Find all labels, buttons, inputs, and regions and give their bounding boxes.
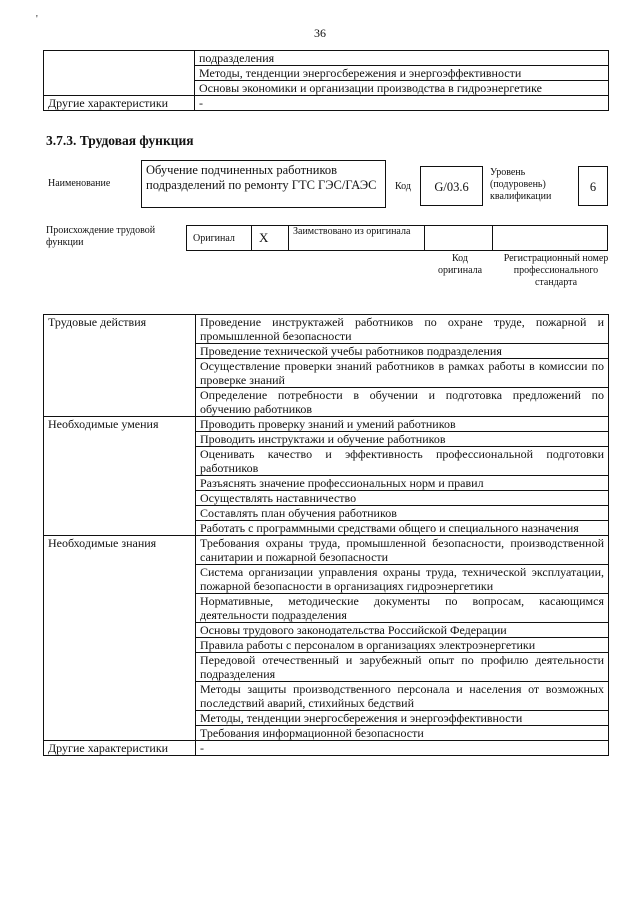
category-item: Нормативные, методические документы по вопросам, касающимся деятельности подразделения xyxy=(196,594,609,623)
qualification-level: 6 xyxy=(578,166,608,206)
code-original-cell xyxy=(424,225,493,251)
category-item: Требования информационной безопасности xyxy=(196,726,609,741)
category-item: Методы, тенденции энергосбережения и энергоэффективности xyxy=(196,711,609,726)
table-row xyxy=(44,96,609,111)
category-item: Осуществление проверки знаний работников в рамках работы в комиссии по проверке знаний xyxy=(196,359,609,388)
category-label: Трудовые действия xyxy=(44,315,196,417)
borrowed-label: Заимствовано из оригинала xyxy=(293,226,411,237)
row-label xyxy=(44,51,195,66)
corner-mark: ' xyxy=(36,14,38,25)
row-value: подразделения xyxy=(195,51,609,66)
reg-number-caption: Регистрационный номер профессионального стандарта xyxy=(503,253,609,288)
table-row xyxy=(44,315,609,344)
category-label: Другие характеристики xyxy=(44,741,196,756)
function-details-table xyxy=(43,314,609,756)
original-label: Оригинал xyxy=(193,233,235,244)
table-row xyxy=(44,417,609,432)
category-item: Методы защиты производственного персонала и населения от возможных последствий аварий, стихийных бедствий xyxy=(196,682,609,711)
category-item: Правила работы с персоналом в организациях электроэнергетики xyxy=(196,638,609,653)
row-label: Другие характеристики xyxy=(44,96,195,111)
table-row xyxy=(44,741,609,756)
category-item: Разъяснять значение профессиональных норм и правил xyxy=(196,476,609,491)
category-item: Работать с программными средствами общего и специального назначения xyxy=(196,521,609,536)
category-item: Требования охраны труда, промышленной безопасности, производственной санитарии и пожарной безопасности xyxy=(196,536,609,565)
category-item: Проводить проверку знаний и умений работников xyxy=(196,417,609,432)
category-item: Осуществлять наставничество xyxy=(196,491,609,506)
category-item: Оценивать качество и эффективность профессиональной подготовки работников xyxy=(196,447,609,476)
origin-label: Происхождение трудовой функции xyxy=(46,225,156,248)
borrowed-label-cell xyxy=(288,225,425,251)
row-label xyxy=(44,81,195,96)
row-value: - xyxy=(195,96,609,111)
category-item: Система организации управления охраны труда, технической эксплуатации, пожарной безопасности в организациях гидроэнергетики xyxy=(196,565,609,594)
code-original-caption: Код оригинала xyxy=(437,253,483,276)
original-label-cell xyxy=(186,225,252,251)
category-item: Составлять план обучения работников xyxy=(196,506,609,521)
page-number: 36 xyxy=(314,26,326,40)
name-label: Наименование xyxy=(48,178,111,189)
category-label: Необходимые умения xyxy=(44,417,196,536)
category-item: Проводить инструктажи и обучение работников xyxy=(196,432,609,447)
table-row xyxy=(44,536,609,565)
function-code: G/03.6 xyxy=(420,166,483,206)
code-label: Код xyxy=(395,181,411,192)
original-mark: X xyxy=(259,230,269,245)
origin-row xyxy=(186,225,608,251)
continuation-table xyxy=(43,50,609,111)
category-item: Передовой отечественный и зарубежный опыт по профилю деятельности подразделения xyxy=(196,653,609,682)
category-item: Проведение технической учебы работников подразделения xyxy=(196,344,609,359)
original-mark-cell xyxy=(251,225,289,251)
level-label: Уровень (подуровень) квалификации xyxy=(490,167,552,202)
function-name: Обучение подчиненных работников подразделений по ремонту ГТС ГЭС/ГАЭС xyxy=(141,160,386,208)
category-item: Проведение инструктажей работников по охране труде, пожарной и промышленной безопасности xyxy=(196,315,609,344)
row-value: Основы экономики и организации производства в гидроэнергетике xyxy=(195,81,609,96)
category-item: Определение потребности в обучении и подготовка предложений по обучению работников xyxy=(196,388,609,417)
category-item: - xyxy=(196,741,609,756)
reg-number-cell xyxy=(492,225,608,251)
row-label xyxy=(44,66,195,81)
category-label: Необходимые знания xyxy=(44,536,196,741)
table-row xyxy=(44,81,609,96)
table-row xyxy=(44,66,609,81)
section-title: 3.7.3. Трудовая функция xyxy=(46,133,194,148)
row-value: Методы, тенденции энергосбережения и энергоэффективности xyxy=(195,66,609,81)
table-row xyxy=(44,51,609,66)
category-item: Основы трудового законодательства Российской Федерации xyxy=(196,623,609,638)
